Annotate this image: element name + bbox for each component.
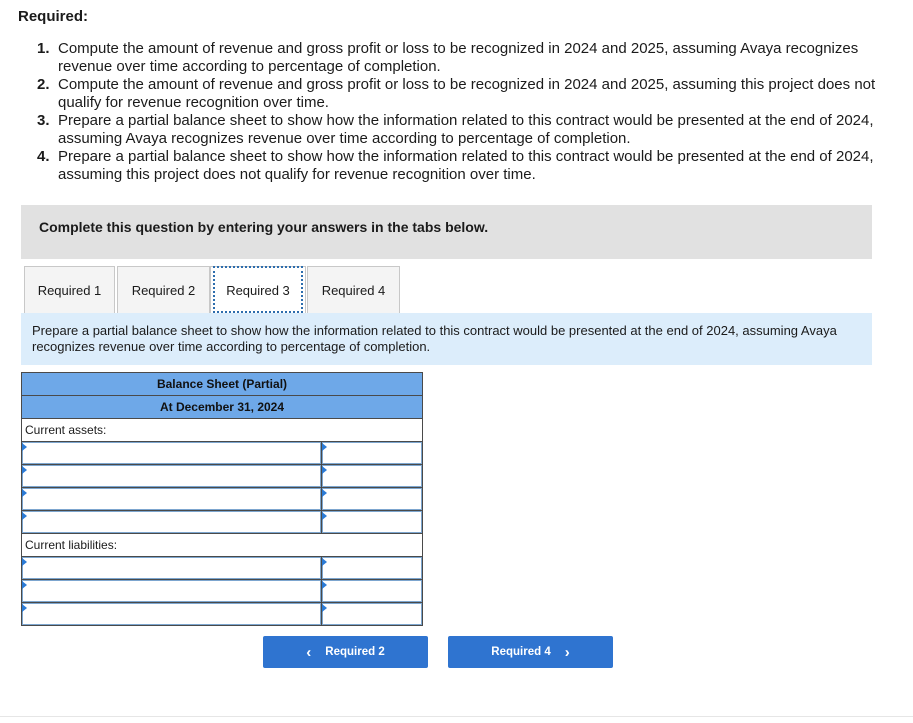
table-row [22, 465, 423, 488]
liability-amount-input[interactable] [322, 557, 422, 579]
next-button-label: Required 4 [491, 646, 551, 658]
table-row [22, 442, 423, 465]
requirement-number: 1. [37, 40, 50, 57]
table-row [22, 557, 423, 580]
requirement-text: Prepare a partial balance sheet to show how the information related to this contract would be presented at the end of 2024, assuming Avaya recognizes revenue over time according to percentage of completion. [58, 112, 874, 147]
table-row [22, 511, 423, 534]
next-required-button[interactable] [448, 636, 613, 668]
requirements-list [37, 40, 903, 184]
current-assets-label: Current assets: [22, 419, 423, 442]
table-row [22, 603, 423, 626]
requirement-number: 2. [37, 76, 50, 93]
balance-sheet-table [21, 372, 423, 626]
asset-amount-input[interactable] [322, 442, 422, 464]
liability-account-input[interactable] [22, 557, 321, 579]
requirement-number: 3. [37, 112, 50, 129]
chevron-right-icon: › [564, 643, 570, 661]
tab-label: Required 3 [226, 283, 290, 298]
divider [0, 716, 913, 717]
tab-required-2[interactable]: Required 2 [117, 266, 210, 313]
requirement-item [37, 40, 903, 76]
requirement-text: Prepare a partial balance sheet to show how the information related to this contract would be presented at the end of 2024, assuming this project does not qualify for revenue recognition over time. [58, 148, 874, 183]
liability-account-input[interactable] [22, 580, 321, 602]
previous-required-button[interactable] [263, 636, 428, 668]
tab-instruction-text: Prepare a partial balance sheet to show how the information related to this contract would be presented at the end of 2024, assuming Avaya recognizes revenue over time according to percentage of completion. [32, 323, 837, 354]
tab-required-1[interactable]: Required 1 [24, 266, 115, 313]
asset-account-input[interactable] [22, 511, 321, 533]
liability-amount-input[interactable] [322, 580, 422, 602]
asset-amount-input[interactable] [322, 465, 422, 487]
requirement-text: Compute the amount of revenue and gross profit or loss to be recognized in 2024 and 2025, assuming this project does not qualify for revenue recognition over time. [58, 76, 876, 111]
banner-text: Complete this question by entering your answers in the tabs below. [39, 219, 489, 235]
asset-amount-input[interactable] [322, 511, 422, 533]
liability-account-input[interactable] [22, 603, 321, 625]
requirement-item [37, 148, 903, 184]
tab-instruction-panel [21, 313, 872, 365]
current-liabilities-label: Current liabilities: [22, 534, 423, 557]
requirement-item [37, 112, 903, 148]
instructions-banner [21, 205, 872, 259]
previous-button-label: Required 2 [325, 646, 385, 658]
table-row [22, 488, 423, 511]
liability-amount-input[interactable] [322, 603, 422, 625]
balance-sheet-date: At December 31, 2024 [22, 396, 423, 419]
asset-account-input[interactable] [22, 442, 321, 464]
asset-account-input[interactable] [22, 465, 321, 487]
requirement-item [37, 76, 903, 112]
required-heading: Required: [18, 8, 89, 25]
asset-amount-input[interactable] [322, 488, 422, 510]
requirement-text: Compute the amount of revenue and gross profit or loss to be recognized in 2024 and 2025, assuming Avaya recognizes revenue over time according to percentage of completion. [58, 40, 859, 75]
balance-sheet-title: Balance Sheet (Partial) [22, 373, 423, 396]
tab-required-3[interactable] [210, 266, 306, 313]
chevron-left-icon: ‹ [306, 643, 312, 661]
table-row [22, 580, 423, 603]
asset-account-input[interactable] [22, 488, 321, 510]
requirement-number: 4. [37, 148, 50, 165]
tab-required-4[interactable]: Required 4 [307, 266, 400, 313]
